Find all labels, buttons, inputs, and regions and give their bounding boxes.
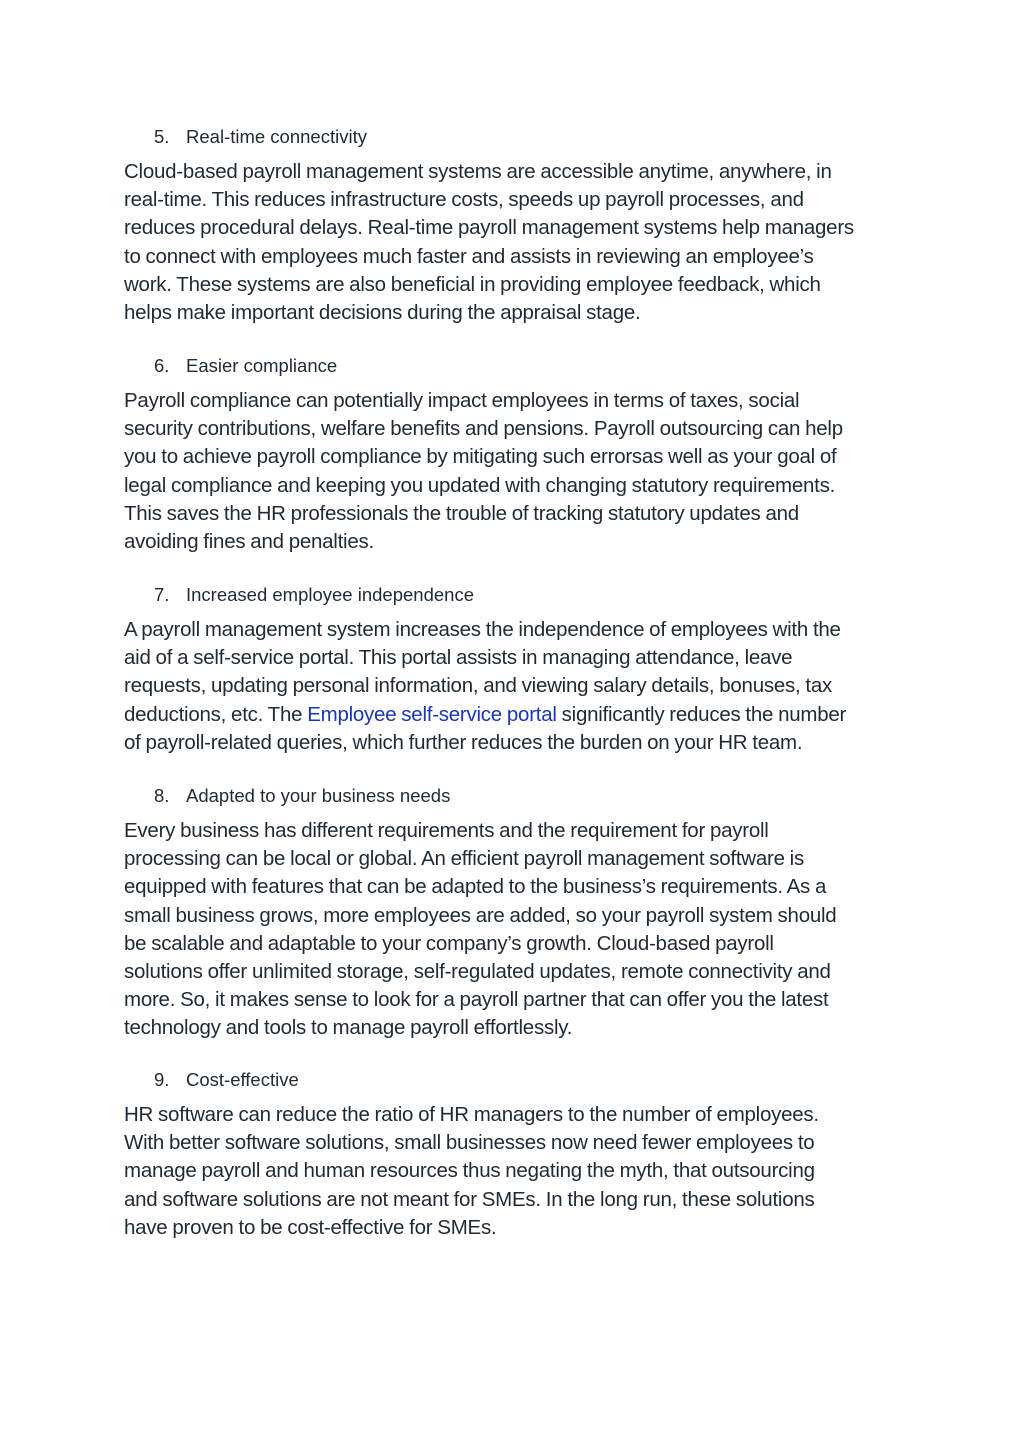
list-number: 9. <box>154 1069 170 1090</box>
section-heading <box>124 125 904 149</box>
section-heading <box>124 1068 904 1092</box>
section-increased-employee-independence <box>124 583 904 757</box>
paragraph-line: solutions offer unlimited storage, self-regulated updates, remote connectivity and <box>124 960 831 984</box>
paragraph-line: real-time. This reduces infrastructure costs, speeds up payroll processes, and <box>124 188 804 212</box>
paragraph-line: aid of a self-service portal. This portal assists in managing attendance, leave <box>124 646 793 670</box>
link-line-before: deductions, etc. The <box>124 702 308 726</box>
link-line-after: significantly reduces the number <box>556 702 847 726</box>
paragraph-line: manage payroll and human resources thus negating the myth, that outsourcing <box>124 1159 815 1183</box>
section-paragraph <box>124 1101 904 1242</box>
paragraph-line: avoiding fines and penalties. <box>124 530 374 554</box>
section-real-time-connectivity <box>124 125 904 327</box>
paragraph-line: have proven to be cost-effective for SMEs. <box>124 1215 497 1239</box>
paragraph-line: reduces procedural delays. Real-time payroll management systems help managers <box>124 216 854 240</box>
list-number: 8. <box>154 785 170 806</box>
section-title: Cost-effective <box>186 1069 299 1090</box>
paragraph-line: With better software solutions, small businesses now need fewer employees to <box>124 1131 815 1155</box>
paragraph-line: to connect with employees much faster and assists in reviewing an employee’s <box>124 244 814 268</box>
paragraph-line: Cloud-based payroll management systems are accessible anytime, anywhere, in <box>124 160 832 183</box>
paragraph-line: be scalable and adaptable to your company’s growth. Cloud-based payroll <box>124 931 774 955</box>
paragraph-line: helps make important decisions during the appraisal stage. <box>124 301 641 325</box>
section-paragraph <box>124 387 904 556</box>
paragraph-line: technology and tools to manage payroll effortlessly. <box>124 1016 573 1040</box>
section-title: Real-time connectivity <box>186 126 367 147</box>
paragraph-line: requests, updating personal information, and viewing salary details, bonuses, tax <box>124 674 832 698</box>
section-cost-effective <box>124 1068 904 1242</box>
section-heading <box>124 784 904 808</box>
list-number: 7. <box>154 584 170 605</box>
paragraph-line: Payroll compliance can potentially impact employees in terms of taxes, social <box>124 389 800 412</box>
paragraph-line: This saves the HR professionals the trouble of tracking statutory updates and <box>124 501 799 525</box>
paragraph-line: Every business has different requirements and the requirement for payroll <box>124 819 769 842</box>
paragraph-line: legal compliance and keeping you updated with changing statutory requirements. <box>124 473 836 497</box>
paragraph-line: work. These systems are also beneficial in providing employee feedback, which <box>124 272 821 296</box>
section-easier-compliance <box>124 354 904 556</box>
list-number: 6. <box>154 355 170 376</box>
paragraph-line: more. So, it makes sense to look for a payroll partner that can offer you the latest <box>124 988 829 1012</box>
paragraph-line-with-link <box>124 701 904 729</box>
section-heading <box>124 583 904 607</box>
section-title: Increased employee independence <box>186 584 474 605</box>
section-paragraph <box>124 158 904 327</box>
paragraph-line: processing can be local or global. An efficient payroll management software is <box>124 847 804 871</box>
paragraph-line: security contributions, welfare benefits and pensions. Payroll outsourcing can help <box>124 417 843 441</box>
list-number: 5. <box>154 126 170 147</box>
employee-self-service-portal-link[interactable]: Employee self-service portal <box>307 702 557 726</box>
section-adapted-to-business-needs <box>124 784 904 1043</box>
section-heading <box>124 354 904 378</box>
section-paragraph <box>124 616 904 757</box>
section-paragraph <box>124 817 904 1043</box>
paragraph-line: A payroll management system increases the independence of employees with the <box>124 618 841 641</box>
section-title: Adapted to your business needs <box>186 785 451 806</box>
paragraph-line: equipped with features that can be adapted to the business’s requirements. As a <box>124 875 827 899</box>
paragraph-line: you to achieve payroll compliance by mitigating such errorsas well as your goal of <box>124 445 837 469</box>
paragraph-line: small business grows, more employees are added, so your payroll system should <box>124 903 837 927</box>
paragraph-line: and software solutions are not meant for SMEs. In the long run, these solutions <box>124 1187 815 1211</box>
section-title: Easier compliance <box>186 355 338 376</box>
paragraph-line: of payroll-related queries, which further reduces the burden on your HR team. <box>124 730 803 754</box>
paragraph-line: HR software can reduce the ratio of HR managers to the number of employees. <box>124 1103 819 1126</box>
